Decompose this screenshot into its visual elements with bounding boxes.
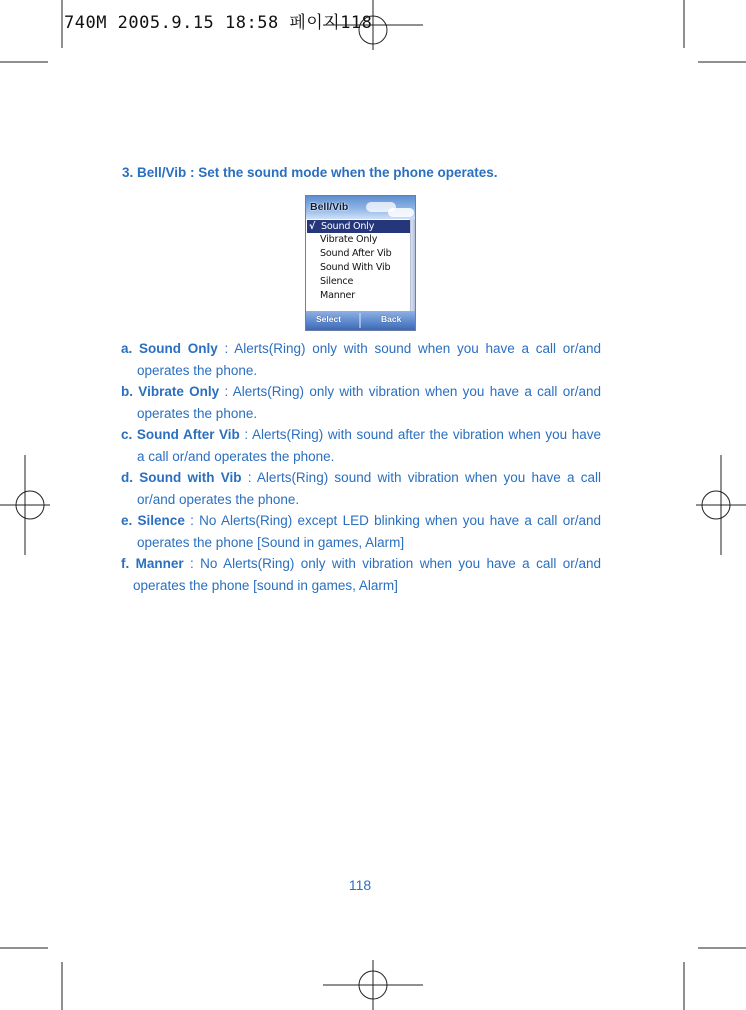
checkmark-icon: √ — [309, 221, 316, 232]
description-sound-with-vib — [121, 467, 601, 510]
description-silence — [121, 510, 601, 553]
menu-item-manner[interactable] — [306, 289, 409, 302]
item-label: f. Manner — [121, 556, 184, 571]
menu-item-label: Silence — [320, 276, 354, 287]
phone-screen — [305, 195, 416, 331]
menu-item-label: Sound With Vib — [320, 262, 391, 273]
select-softkey[interactable]: Select — [316, 314, 342, 324]
back-softkey[interactable]: Back — [381, 314, 402, 324]
description-sound-after-vib — [121, 424, 601, 467]
menu-item-silence[interactable] — [306, 275, 409, 288]
item-text: : Alerts(Ring) sound with vibration when you have a call or/and operates the phone. — [137, 470, 601, 507]
description-vibrate-only — [121, 381, 601, 424]
menu-item-sound-only[interactable] — [307, 220, 413, 233]
item-text: : No Alerts(Ring) except LED blinking when you have a call or/and operates the phone [Sound in games, Alarm] — [137, 513, 601, 550]
menu-item-label: Vibrate Only — [320, 234, 378, 245]
description-manner — [121, 553, 601, 596]
item-label: c. Sound After Vib — [121, 427, 240, 442]
print-header: 740M 2005.9.15 18:58 페이지118 — [64, 13, 373, 33]
item-label: a. Sound Only — [121, 341, 218, 356]
menu-item-sound-with-vib[interactable] — [306, 261, 409, 274]
phone-title: Bell/Vib — [310, 201, 349, 213]
page-number: 118 — [348, 877, 372, 893]
menu-item-label: Sound Only — [321, 221, 375, 232]
item-text: : Alerts(Ring) only with vibration when you have a call or/and operates the phone. — [137, 384, 602, 421]
item-text: : No Alerts(Ring) only with vibration when you have a call or/and operates the phone [sound in games, Alarm] — [133, 556, 601, 593]
phone-softkey-bar — [306, 311, 415, 330]
scrollbar-thumb[interactable] — [411, 219, 416, 311]
item-label: d. Sound with Vib — [121, 470, 242, 485]
menu-item-sound-after-vib[interactable] — [306, 247, 409, 260]
phone-scrollbar[interactable] — [410, 219, 416, 311]
item-label: b. Vibrate Only — [121, 384, 220, 399]
phone-title-bar — [306, 196, 415, 219]
item-label: e. Silence — [121, 513, 185, 528]
description-sound-only — [121, 338, 601, 381]
menu-item-label: Manner — [320, 290, 355, 301]
mode-descriptions — [121, 338, 601, 596]
item-text: : Alerts(Ring) only with sound when you have a call or/and operates the phone. — [137, 341, 601, 378]
menu-item-vibrate-only[interactable] — [306, 233, 409, 246]
phone-menu-list — [306, 219, 409, 311]
section-heading: 3. Bell/Vib : Set the sound mode when the phone operates. — [122, 165, 498, 180]
cloud-decoration — [388, 208, 414, 217]
item-text: : Alerts(Ring) with sound after the vibration when you have a call or/and operates the phone. — [137, 427, 601, 464]
softkey-divider — [359, 313, 361, 328]
menu-item-label: Sound After Vib — [320, 248, 392, 259]
